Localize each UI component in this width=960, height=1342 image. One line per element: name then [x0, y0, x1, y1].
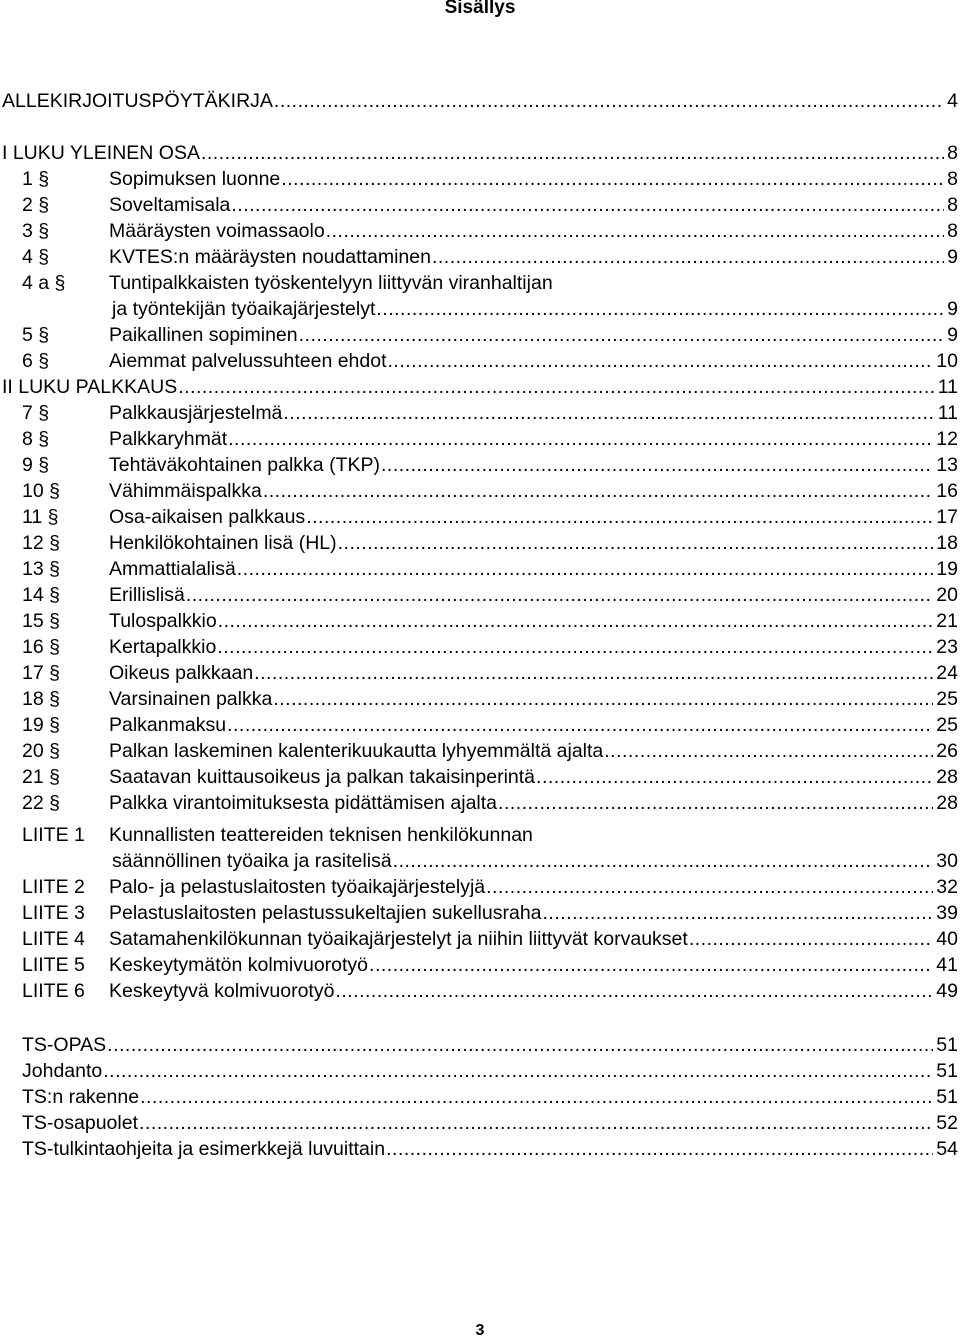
section-number: 9 §: [22, 454, 50, 476]
entry-title: Satamahenkilökunnan työaikajärjestelyt ja niihin liittyvät korvaukset: [109, 928, 688, 950]
page-ref: 54: [936, 1138, 958, 1160]
entry-title: Tulospalkkio: [109, 610, 217, 632]
entry-title: Varsinainen palkka: [109, 688, 273, 710]
page-ref: 39: [936, 902, 958, 924]
section-number: 1 §: [22, 168, 50, 190]
dot-leader: [107, 1032, 933, 1058]
toc-entry[interactable]: [0, 660, 958, 686]
section-number: 14 §: [22, 584, 60, 606]
page-ref: 9: [947, 324, 958, 346]
section-number: 12 §: [22, 532, 60, 554]
toc-entry[interactable]: [0, 790, 958, 816]
section-number: LIITE 2: [22, 876, 85, 898]
page-ref: 52: [936, 1112, 958, 1134]
entry-title: Osa-aikaisen palkkaus: [109, 506, 306, 528]
page-ref: 30: [936, 850, 958, 872]
entry-title: säännöllinen työaika ja rasitelisä: [112, 850, 392, 872]
dot-leader: [283, 400, 934, 426]
toc-entry[interactable]: [0, 244, 958, 270]
section-number: 5 §: [22, 324, 50, 346]
dot-leader: [386, 1136, 933, 1162]
entry-title: Ammattialalisä: [109, 558, 236, 580]
toc-entry[interactable]: [0, 822, 958, 848]
entry-title: KVTES:n määräysten noudattaminen: [109, 246, 431, 268]
page-ref: 4: [947, 90, 958, 112]
section-number: 17 §: [22, 662, 60, 684]
toc-entry[interactable]: [0, 478, 958, 504]
entry-title: Palkanmaksu: [109, 714, 227, 736]
entry-title: Tuntipalkkaisten työskentelyyn liittyvän viranhaltijan: [109, 272, 553, 294]
entry-title: Palo- ja pelastuslaitosten työaikajärjestelyjä: [109, 876, 486, 898]
entry-title: Pelastuslaitosten pelastussukeltajien sukellusraha: [109, 902, 542, 924]
section-number: 3 §: [22, 220, 50, 242]
entry-title: Soveltamisala: [109, 194, 231, 216]
dot-leader: [306, 504, 933, 530]
dot-leader: [486, 874, 933, 900]
page-ref: 8: [947, 220, 958, 242]
section-number: LIITE 6: [22, 980, 85, 1002]
dot-leader: [201, 140, 944, 166]
entry-title: Aiemmat palvelussuhteen ehdot: [109, 350, 387, 372]
section-number: 4 §: [22, 246, 50, 268]
entry-title: Saatavan kuittausoikeus ja palkan takaisinperintä: [109, 766, 536, 788]
page-ref: 8: [947, 168, 958, 190]
toc-entry[interactable]: [0, 900, 958, 926]
dot-leader: [178, 374, 935, 400]
dot-leader: [218, 608, 934, 634]
toc-entry[interactable]: [0, 426, 958, 452]
entry-title: Erillislisä: [109, 584, 185, 606]
toc-entry[interactable]: [0, 140, 958, 166]
dot-leader: [231, 192, 944, 218]
section-number: 21 §: [22, 766, 60, 788]
dot-leader: [381, 452, 933, 478]
page-ref: 41: [936, 954, 958, 976]
entry-title: Palkkaryhmät: [109, 428, 228, 450]
page-ref: 51: [936, 1060, 958, 1082]
entry-title: Palkkausjärjestelmä: [109, 402, 283, 424]
toc-entry[interactable]: [0, 218, 958, 244]
entry-title: Palkan laskeminen kalenterikuukautta lyhyemmältä ajalta: [109, 740, 604, 762]
page-ref: 25: [936, 688, 958, 710]
page-ref: 28: [936, 792, 958, 814]
toc-entry[interactable]: [0, 348, 958, 374]
dot-leader: [227, 712, 933, 738]
toc-entry[interactable]: [0, 1084, 958, 1110]
dot-leader: [140, 1084, 933, 1110]
section-number: 20 §: [22, 740, 60, 762]
entry-title: I LUKU YLEINEN OSA: [2, 142, 200, 164]
toc-entry[interactable]: [0, 1032, 958, 1058]
toc-entry[interactable]: [0, 686, 958, 712]
section-number: 16 §: [22, 636, 60, 658]
toc-entry[interactable]: [0, 322, 958, 348]
toc-entry[interactable]: [0, 608, 958, 634]
section-number: 8 §: [22, 428, 50, 450]
page-ref: 17: [936, 506, 958, 528]
dot-leader: [432, 244, 944, 270]
toc-entry[interactable]: [0, 400, 958, 426]
section-number: LIITE 5: [22, 954, 85, 976]
section-number: 10 §: [22, 480, 60, 502]
toc-entry[interactable]: [0, 270, 958, 296]
toc-entry[interactable]: [0, 166, 958, 192]
section-number: 6 §: [22, 350, 50, 372]
entry-title: Paikallinen sopiminen: [109, 324, 298, 346]
toc-entry[interactable]: [0, 452, 958, 478]
page-ref: 26: [936, 740, 958, 762]
toc-entry[interactable]: [0, 926, 958, 952]
section-number: 4 a §: [22, 272, 66, 294]
dot-leader: [299, 322, 945, 348]
dot-leader: [139, 1110, 933, 1136]
dot-leader: [326, 218, 944, 244]
toc-entry[interactable]: [0, 634, 958, 660]
page-ref: 11: [937, 402, 958, 424]
entry-title: Kertapalkkio: [109, 636, 217, 658]
dot-leader: [281, 166, 944, 192]
toc-entry[interactable]: [0, 1136, 958, 1162]
entry-title: Keskeytyvä kolmivuorotyö: [109, 980, 335, 1002]
dot-leader: [498, 790, 933, 816]
toc-entry[interactable]: [0, 88, 958, 114]
page-ref: 12: [936, 428, 958, 450]
toc-entry[interactable]: [0, 738, 958, 764]
page-ref: 49: [936, 980, 958, 1002]
entry-title: TS-tulkintaohjeita ja esimerkkejä luvuittain: [22, 1138, 386, 1160]
toc-entry[interactable]: [0, 874, 958, 900]
section-number: 2 §: [22, 194, 50, 216]
page-ref: 20: [936, 584, 958, 606]
toc-entry[interactable]: [0, 978, 958, 1004]
entry-title: TS-OPAS: [22, 1034, 107, 1056]
toc-entry[interactable]: [0, 504, 958, 530]
toc-entry[interactable]: [0, 556, 958, 582]
dot-leader: [689, 926, 933, 952]
dot-leader: [393, 848, 934, 874]
dot-leader: [274, 88, 944, 114]
page-ref: 11: [937, 376, 958, 398]
dot-leader: [228, 426, 933, 452]
toc-entry[interactable]: [0, 582, 958, 608]
entry-title: Keskeytymätön kolmivuorotyö: [109, 954, 369, 976]
page-ref: 28: [936, 766, 958, 788]
entry-title: Määräysten voimassaolo: [109, 220, 325, 242]
section-number: LIITE 1: [22, 824, 85, 846]
entry-title: TS:n rakenne: [22, 1086, 140, 1108]
dot-leader: [369, 952, 933, 978]
page-ref: 19: [936, 558, 958, 580]
entry-title: TS-osapuolet: [22, 1112, 138, 1134]
toc-entry[interactable]: [0, 192, 958, 218]
section-number: 11 §: [22, 506, 59, 528]
page-ref: 51: [936, 1086, 958, 1108]
toc-entry[interactable]: [0, 712, 958, 738]
entry-title: Johdanto: [22, 1060, 103, 1082]
dot-leader: [376, 296, 944, 322]
entry-title: Oikeus palkkaan: [109, 662, 254, 684]
section-number: 22 §: [22, 792, 60, 814]
dot-leader: [273, 686, 933, 712]
dot-leader: [186, 582, 933, 608]
dot-leader: [103, 1058, 933, 1084]
dot-leader: [335, 978, 933, 1004]
toc-entry[interactable]: [0, 1058, 958, 1084]
toc-entry[interactable]: [0, 1110, 958, 1136]
page-ref: 9: [947, 298, 958, 320]
page-ref: 32: [936, 876, 958, 898]
entry-title: II LUKU PALKKAUS: [2, 376, 178, 398]
page-ref: 21: [936, 610, 958, 632]
page-ref: 8: [947, 194, 958, 216]
toc-entry[interactable]: [0, 952, 958, 978]
dot-leader: [217, 634, 933, 660]
page-ref: 10: [936, 350, 958, 372]
entry-title: Palkka virantoimituksesta pidättämisen ajalta: [109, 792, 498, 814]
page-ref: 9: [947, 246, 958, 268]
section-number: LIITE 3: [22, 902, 85, 924]
dot-leader: [263, 478, 933, 504]
entry-title: Tehtäväkohtainen palkka (TKP): [109, 454, 380, 476]
toc-entry[interactable]: [0, 530, 958, 556]
section-number: 19 §: [22, 714, 60, 736]
toc-entry[interactable]: [0, 764, 958, 790]
page-ref: 25: [936, 714, 958, 736]
dot-leader: [536, 764, 933, 790]
page-title: Sisällys: [444, 0, 516, 18]
page-ref: 16: [936, 480, 958, 502]
toc-entry[interactable]: [0, 848, 958, 874]
page-ref: 13: [936, 454, 958, 476]
dot-leader: [254, 660, 933, 686]
entry-title: ja työntekijän työaikajärjestelyt: [112, 298, 376, 320]
entry-title: Vähimmäispalkka: [109, 480, 262, 502]
section-number: LIITE 4: [22, 928, 85, 950]
page-ref: 40: [936, 928, 958, 950]
dot-leader: [388, 348, 934, 374]
page-ref: 18: [936, 532, 958, 554]
entry-title: Henkilökohtainen lisä (HL): [109, 532, 337, 554]
section-number: 18 §: [22, 688, 60, 710]
section-number: 15 §: [22, 610, 60, 632]
entry-title: Kunnallisten teattereiden teknisen henkilökunnan: [109, 824, 533, 846]
page-ref: 8: [947, 142, 958, 164]
page-ref: 24: [936, 662, 958, 684]
dot-leader: [338, 530, 934, 556]
toc-entry[interactable]: [0, 296, 958, 322]
dot-leader: [543, 900, 934, 926]
entry-title: ALLEKIRJOITUSPÖYTÄKIRJA: [2, 90, 273, 112]
page-number: 3: [475, 1322, 485, 1339]
section-number: 13 §: [22, 558, 60, 580]
page-ref: 23: [936, 636, 958, 658]
entry-title: Sopimuksen luonne: [109, 168, 281, 190]
toc-entry[interactable]: [0, 374, 958, 400]
section-number: 7 §: [22, 402, 50, 424]
dot-leader: [604, 738, 933, 764]
dot-leader: [237, 556, 934, 582]
page-ref: 51: [936, 1034, 958, 1056]
